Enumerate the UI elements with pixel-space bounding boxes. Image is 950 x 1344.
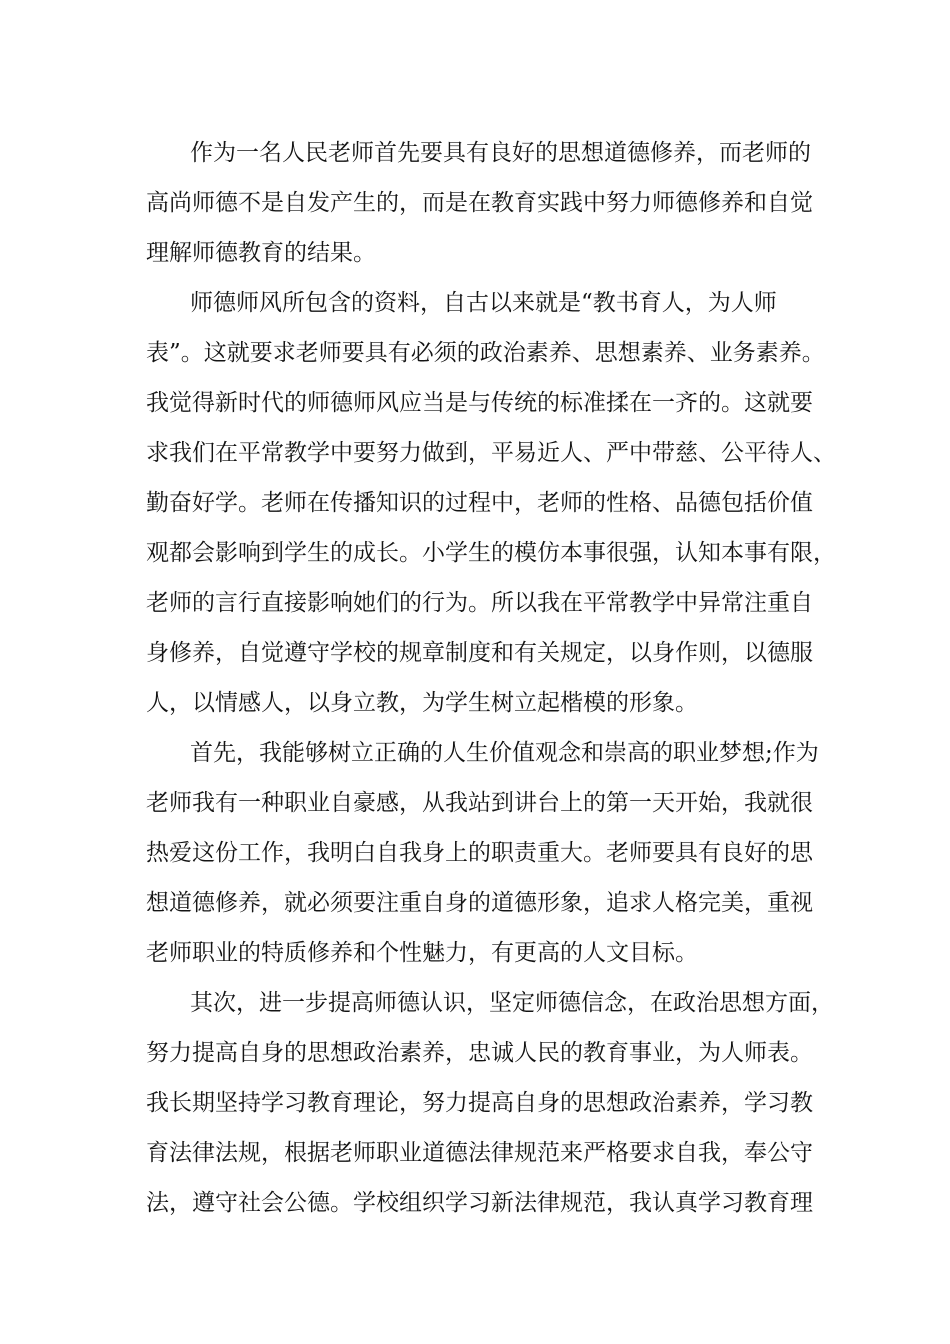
text-line: 其次，进一步提高师德认识，坚定师德信念，在政治思想方面，: [190, 990, 834, 1016]
text-line: 想道德修养，就必须要注重自身的道德形象，追求人格完美，重视: [146, 890, 813, 916]
text-line: 作为一名人民老师首先要具有良好的思想道德修养，而老师的: [190, 140, 811, 166]
text-line: 人，以情感人，以身立教，为学生树立起楷模的形象。: [146, 690, 698, 716]
text-line: 勤奋好学。老师在传播知识的过程中，老师的性格、品德包括价值: [146, 490, 813, 516]
text-line: 我觉得新时代的师德师风应当是与传统的标准揉在一齐的。这就要: [146, 390, 813, 416]
text-line: 法，遵守社会公德。学校组织学习新法律规范，我认真学习教育理: [146, 1190, 813, 1216]
text-line: 育法律法规，根据老师职业道德法律规范来严格要求自我，奉公守: [146, 1140, 813, 1166]
text-line: 老师职业的特质修养和个性魅力，有更高的人文目标。: [146, 940, 698, 966]
text-line: 我长期坚持学习教育理论，努力提高自身的思想政治素养，学习教: [146, 1090, 813, 1116]
text-line: 努力提高自身的思想政治素养，忠诚人民的教育事业，为人师表。: [146, 1040, 813, 1066]
text-line: 求我们在平常教学中要努力做到，平易近人、严中带慈、公平待人、: [146, 440, 836, 466]
text-line: 理解师德教育的结果。: [146, 240, 376, 266]
text-line: 身修养，自觉遵守学校的规章制度和有关规定，以身作则，以德服: [146, 640, 813, 666]
text-line: 高尚师德不是自发产生的，而是在教育实践中努力师德修养和自觉: [146, 190, 813, 216]
text-line: 表”。这就要求老师要具有必须的政治素养、思想素养、业务素养。: [146, 340, 825, 366]
text-line: 观都会影响到学生的成长。小学生的模仿本事很强，认知本事有限，: [146, 540, 836, 566]
text-line: 老师的言行直接影响她们的行为。所以我在平常教学中异常注重自: [146, 590, 813, 616]
text-line: 热爱这份工作，我明白自我身上的职责重大。老师要具有良好的思: [146, 840, 813, 866]
text-line: 师德师风所包含的资料，自古以来就是“教书育人，为人师: [190, 290, 777, 316]
text-line: 首先，我能够树立正确的人生价值观念和崇高的职业梦想;作为: [190, 740, 819, 766]
text-line: 老师我有一种职业自豪感，从我站到讲台上的第一天开始，我就很: [146, 790, 813, 816]
